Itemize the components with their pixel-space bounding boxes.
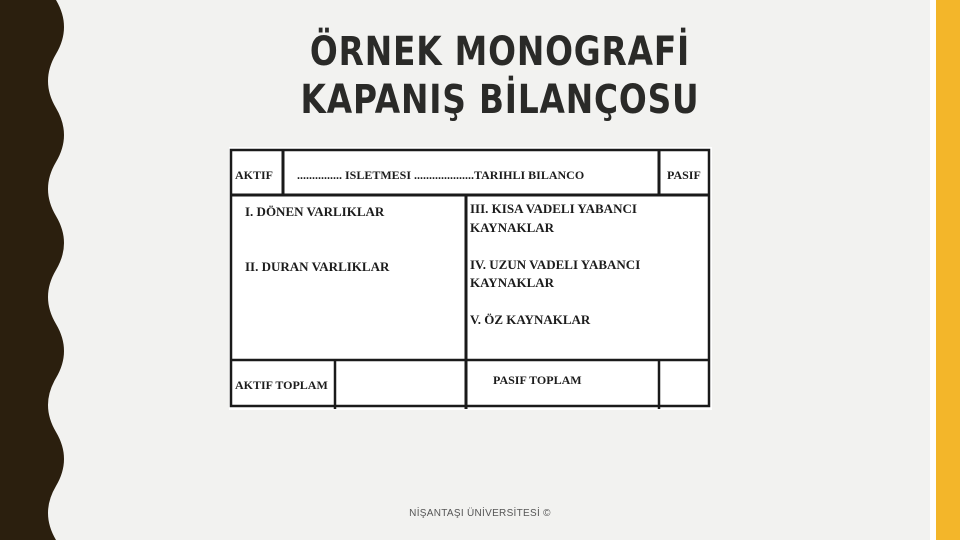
header-aktif-label: AKTIF <box>235 168 274 182</box>
equity-label: V. ÖZ KAYNAKLAR <box>470 312 591 327</box>
liability-short-term-label-1: III. KISA VADELI YABANCI <box>470 201 637 216</box>
liability-long-term-label-1: IV. UZUN VADELI YABANCI <box>470 257 641 272</box>
header-pasif-label: PASIF <box>667 168 701 182</box>
title-line-2: KAPANIŞ BİLANÇOSU <box>300 77 700 123</box>
slide-footer: NİŞANTAŞI ÜNİVERSİTESİ © <box>409 508 551 519</box>
asset-fixed-label: II. DURAN VARLIKLAR <box>245 259 390 274</box>
slide-title <box>270 28 729 124</box>
title-line-1: ÖRNEK MONOGRAFİ <box>309 29 691 75</box>
liability-long-term-label-2: KAYNAKLAR <box>470 275 555 290</box>
asset-current-label: I. DÖNEN VARLIKLAR <box>245 204 385 219</box>
balance-sheet-form <box>229 147 712 410</box>
liabilities-total-label: PASIF TOPLAM <box>493 373 582 387</box>
assets-total-label: AKTIF TOPLAM <box>235 378 328 392</box>
header-title-label: ............... ISLETMESI ....................TARIHLI BILANCO <box>297 168 585 182</box>
right-accent-bar <box>936 0 960 540</box>
liability-short-term-label-2: KAYNAKLAR <box>470 220 555 235</box>
left-decorative-band <box>0 0 80 540</box>
